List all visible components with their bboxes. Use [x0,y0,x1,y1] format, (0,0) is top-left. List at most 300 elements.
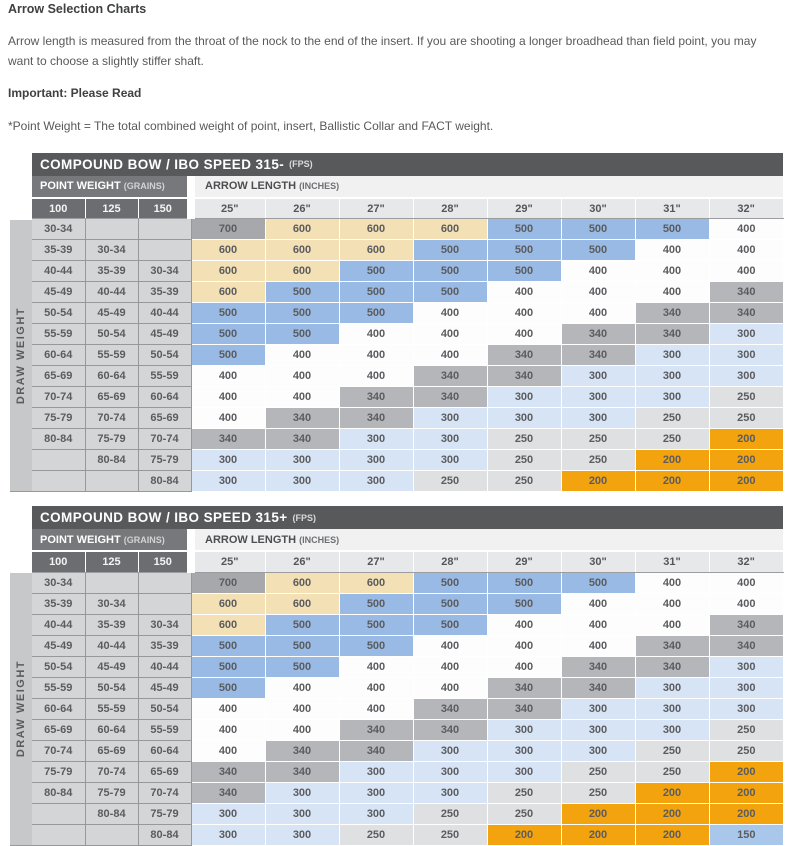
spine-cell: 600 [265,219,339,240]
chart-title: COMPOUND BOW / IBO SPEED 315- [40,156,285,172]
draw-weight-cell [85,824,138,845]
draw-weight-cell: 65-69 [138,408,191,429]
draw-weight-cell: 55-59 [32,677,85,698]
draw-weight-cell: 30-34 [32,572,85,593]
spine-cell: 500 [191,345,265,366]
spine-cell: 500 [487,219,561,240]
spine-cell: 500 [191,303,265,324]
draw-weight-cell: 80-84 [32,782,85,803]
spine-cell: 500 [413,593,487,614]
table-row [10,740,783,761]
spine-cell: 600 [265,240,339,261]
spine-cell: 340 [635,656,709,677]
spine-cell: 300 [561,408,635,429]
draw-weight-cell: 60-64 [138,740,191,761]
draw-weight-cell [138,240,191,261]
spine-cell: 300 [709,677,783,698]
point-weight-label: POINT WEIGHT [40,533,121,546]
spine-cell: 340 [339,408,413,429]
draw-weight-band [10,219,32,492]
draw-weight-cell: 60-64 [138,387,191,408]
spine-cell: 300 [709,656,783,677]
spine-cell: 600 [339,572,413,593]
spine-cell: 500 [487,261,561,282]
spine-cell: 300 [561,387,635,408]
spine-cell: 400 [339,366,413,387]
page-title: Arrow Selection Charts [8,2,147,16]
spine-cell: 200 [635,450,709,471]
spine-cell: 300 [635,677,709,698]
table-row [10,303,783,324]
spine-cell: 500 [487,593,561,614]
spine-cell: 600 [191,261,265,282]
chart-title: COMPOUND BOW / IBO SPEED 315+ [40,510,288,526]
spine-cell: 200 [709,782,783,803]
arrow-length-column-header: 31" [635,198,709,219]
spine-cell: 400 [487,303,561,324]
spine-cell: 400 [339,698,413,719]
table-row [10,387,783,408]
spine-cell: 340 [265,429,339,450]
spine-cell: 400 [561,303,635,324]
draw-weight-cell: 50-54 [138,345,191,366]
point-weight-unit: (GRAINS) [123,181,165,192]
arrow-length-column-header: 30" [561,198,635,219]
spine-cell: 500 [191,635,265,656]
spine-cell: 500 [265,282,339,303]
spine-cell: 250 [561,450,635,471]
spine-cell: 400 [487,656,561,677]
draw-weight-cell [138,572,191,593]
draw-weight-cell [85,219,138,240]
draw-weight-cell: 45-49 [138,677,191,698]
point-weight-column-header: 100 [32,551,85,572]
draw-weight-band [10,572,32,845]
spine-cell: 400 [635,282,709,303]
point-weight-column-header: 125 [85,551,138,572]
draw-weight-cell: 50-54 [32,656,85,677]
spine-cell: 400 [339,677,413,698]
spine-cell: 300 [487,408,561,429]
spine-cell: 500 [265,656,339,677]
draw-weight-cell: 35-39 [85,614,138,635]
point-weight-note: *Point Weight = The total combined weight of point, insert, Ballistic Collar and FACT weight. [8,118,494,133]
table-row [10,614,783,635]
chart-title-unit: (FPS) [292,512,317,523]
arrow-length-column-header: 29" [487,198,561,219]
arrow-length-label: ARROW LENGTH [205,533,297,546]
spine-cell: 400 [265,345,339,366]
draw-weight-cell: 30-34 [138,261,191,282]
spine-cell: 400 [487,282,561,303]
spine-cell: 340 [339,740,413,761]
spine-cell: 340 [561,345,635,366]
draw-weight-cell: 65-69 [85,740,138,761]
spine-cell: 400 [413,656,487,677]
spine-chart-315-plus [10,506,785,846]
arrow-length-column-header: 26" [265,198,339,219]
draw-weight-cell: 40-44 [138,656,191,677]
table-row [10,219,783,240]
spine-cell: 250 [487,782,561,803]
spine-cell: 200 [561,824,635,845]
spine-cell: 300 [635,719,709,740]
point-weight-header [32,529,191,551]
table-row [10,324,783,345]
arrow-length-column-header: 26" [265,551,339,572]
spine-cell: 300 [265,824,339,845]
spine-cell: 340 [709,303,783,324]
spine-cell: 340 [487,366,561,387]
spine-cell: 200 [635,471,709,492]
spine-cell: 340 [191,429,265,450]
spine-cell: 400 [561,614,635,635]
arrow-length-header [191,529,783,551]
draw-weight-cell: 45-49 [32,635,85,656]
table-row [10,572,783,593]
spine-cell: 500 [561,219,635,240]
draw-weight-cell [32,471,85,492]
draw-weight-cell: 50-54 [85,677,138,698]
arrow-length-column-header: 30" [561,551,635,572]
draw-weight-cell: 65-69 [32,366,85,387]
important-heading: Important: Please Read [8,85,142,100]
draw-weight-cell: 50-54 [32,303,85,324]
draw-weight-cell: 55-59 [32,324,85,345]
spine-cell: 340 [487,677,561,698]
draw-weight-cell: 40-44 [138,303,191,324]
spine-cell: 300 [413,761,487,782]
spine-cell: 500 [265,303,339,324]
draw-weight-cell: 45-49 [32,282,85,303]
draw-weight-cell: 70-74 [85,408,138,429]
spine-cell: 400 [487,614,561,635]
spine-cell: 300 [709,345,783,366]
spine-cell: 300 [487,761,561,782]
table-row [10,450,783,471]
spine-cell: 600 [191,240,265,261]
draw-weight-cell [85,572,138,593]
spine-cell: 500 [339,593,413,614]
table-row [10,698,783,719]
arrow-length-column-header: 27" [339,551,413,572]
spine-cell: 300 [265,782,339,803]
spine-cell: 500 [413,240,487,261]
draw-weight-cell: 35-39 [32,593,85,614]
draw-weight-cell: 40-44 [85,282,138,303]
draw-weight-cell: 80-84 [138,824,191,845]
arrow-length-column-header: 31" [635,551,709,572]
draw-weight-cell [138,593,191,614]
spine-cell: 400 [635,240,709,261]
spine-cell: 500 [339,614,413,635]
spine-cell: 600 [265,572,339,593]
spine-cell: 340 [635,635,709,656]
draw-weight-cell: 35-39 [138,282,191,303]
spine-cell: 300 [561,366,635,387]
table-row [10,261,783,282]
spine-cell: 300 [413,429,487,450]
spine-cell: 340 [265,740,339,761]
draw-weight-cell: 45-49 [138,324,191,345]
header-spacer [10,529,32,572]
draw-weight-cell: 70-74 [32,387,85,408]
spine-cell: 200 [635,803,709,824]
arrow-length-column-header: 25" [191,198,265,219]
point-weight-column-header: 150 [138,551,191,572]
draw-weight-cell: 75-79 [85,429,138,450]
draw-weight-cell: 70-74 [85,761,138,782]
draw-weight-cell: 80-84 [85,450,138,471]
spine-table [10,529,784,846]
spine-cell: 200 [709,429,783,450]
spine-cell: 200 [709,471,783,492]
draw-weight-cell [32,824,85,845]
spine-cell: 600 [339,219,413,240]
draw-weight-cell: 55-59 [85,345,138,366]
spine-cell: 250 [339,824,413,845]
spine-cell: 300 [339,471,413,492]
draw-weight-cell: 70-74 [138,429,191,450]
draw-weight-cell: 55-59 [85,698,138,719]
spine-cell: 500 [413,282,487,303]
draw-weight-cell: 30-34 [138,614,191,635]
spine-cell: 600 [265,593,339,614]
spine-cell: 340 [561,324,635,345]
spine-cell: 300 [339,429,413,450]
spine-cell: 340 [339,719,413,740]
spine-cell: 400 [561,635,635,656]
spine-cell: 300 [561,698,635,719]
spine-cell: 340 [487,698,561,719]
spine-cell: 400 [339,324,413,345]
spine-cell: 340 [561,656,635,677]
spine-cell: 500 [487,572,561,593]
draw-weight-cell: 75-79 [138,803,191,824]
intro-text: Arrow length is measured from the throat of the nock to the end of the insert. If you are shooting a longer broadhead than field point, you may want to choose a slightly stiffer shaft. [8,34,757,69]
spine-cell: 300 [339,803,413,824]
spine-cell: 250 [487,450,561,471]
spine-cell: 250 [561,761,635,782]
spine-cell: 250 [709,408,783,429]
spine-cell: 200 [561,803,635,824]
spine-cell: 500 [487,240,561,261]
draw-weight-cell: 30-34 [32,219,85,240]
point-weight-label: POINT WEIGHT [40,180,121,193]
spine-cell: 300 [635,366,709,387]
spine-cell: 500 [339,261,413,282]
spine-cell: 400 [709,261,783,282]
spine-cell: 250 [487,429,561,450]
spine-cell: 300 [709,324,783,345]
spine-cell: 400 [265,387,339,408]
spine-cell: 400 [635,572,709,593]
draw-weight-cell: 40-44 [32,261,85,282]
spine-cell: 700 [191,572,265,593]
draw-weight-cell: 30-34 [85,240,138,261]
spine-cell: 400 [635,614,709,635]
spine-cell: 400 [191,740,265,761]
draw-weight-cell: 55-59 [138,719,191,740]
spine-cell: 400 [709,240,783,261]
spine-cell: 200 [561,471,635,492]
spine-cell: 400 [265,366,339,387]
table-row [10,429,783,450]
spine-cell: 500 [561,572,635,593]
draw-weight-cell: 75-79 [32,761,85,782]
spine-cell: 250 [709,719,783,740]
spine-cell: 400 [413,345,487,366]
spine-cell: 300 [265,471,339,492]
spine-cell: 500 [191,677,265,698]
spine-cell: 250 [487,471,561,492]
chart-title-bar [32,153,783,176]
spine-cell: 300 [709,366,783,387]
spine-cell: 250 [561,429,635,450]
draw-weight-cell [32,803,85,824]
table-row [10,803,783,824]
spine-cell: 300 [339,450,413,471]
draw-weight-cell: 75-79 [138,450,191,471]
draw-weight-cell: 50-54 [138,698,191,719]
chart-title-unit: (FPS) [289,159,313,170]
spine-cell: 400 [413,677,487,698]
spine-cell: 340 [413,698,487,719]
spine-cell: 340 [265,408,339,429]
spine-cell: 340 [709,282,783,303]
spine-cell: 400 [561,593,635,614]
spine-cell: 340 [265,761,339,782]
draw-weight-cell: 80-84 [32,429,85,450]
table-row [10,593,783,614]
spine-cell: 250 [709,387,783,408]
spine-cell: 200 [635,824,709,845]
spine-cell: 300 [265,450,339,471]
spine-cell: 300 [709,698,783,719]
spine-cell: 400 [191,366,265,387]
spine-cell: 400 [635,261,709,282]
spine-cell: 250 [413,803,487,824]
point-weight-column-header: 100 [32,198,85,219]
spine-cell: 400 [413,303,487,324]
spine-cell: 400 [561,261,635,282]
draw-weight-cell: 35-39 [32,240,85,261]
draw-weight-cell [138,219,191,240]
spine-cell: 250 [487,803,561,824]
table-row [10,635,783,656]
spine-cell: 300 [413,408,487,429]
draw-weight-cell: 70-74 [32,740,85,761]
draw-weight-cell: 40-44 [32,614,85,635]
spine-cell: 300 [561,740,635,761]
draw-weight-cell: 75-79 [85,782,138,803]
chart-title-bar [32,506,783,529]
draw-weight-cell: 65-69 [85,387,138,408]
spine-cell: 340 [339,387,413,408]
point-weight-column-header: 150 [138,198,191,219]
spine-cell: 300 [413,782,487,803]
spine-cell: 200 [635,782,709,803]
spine-cell: 400 [191,408,265,429]
spine-cell: 340 [635,303,709,324]
spine-cell: 600 [413,219,487,240]
spine-cell: 340 [191,761,265,782]
spine-cell: 700 [191,219,265,240]
spine-cell: 500 [561,240,635,261]
table-row [10,656,783,677]
spine-cell: 500 [413,614,487,635]
spine-cell: 200 [709,761,783,782]
draw-weight-cell: 60-64 [85,719,138,740]
spine-table [10,176,784,493]
point-weight-column-header: 125 [85,198,138,219]
draw-weight-cell: 50-54 [85,324,138,345]
spine-cell: 300 [635,387,709,408]
spine-cell: 400 [561,282,635,303]
spine-cell: 300 [191,471,265,492]
arrow-length-column-header: 28" [413,198,487,219]
draw-weight-cell: 60-64 [32,698,85,719]
arrow-length-column-header: 32" [709,198,783,219]
spine-cell: 500 [191,324,265,345]
spine-cell: 340 [191,782,265,803]
table-row [10,366,783,387]
spine-cell: 500 [635,219,709,240]
table-row [10,719,783,740]
spine-cell: 400 [709,593,783,614]
spine-cell: 250 [635,740,709,761]
spine-cell: 340 [561,677,635,698]
spine-chart-315-minus [10,153,785,493]
spine-cell: 300 [191,803,265,824]
draw-weight-cell: 70-74 [138,782,191,803]
spine-cell: 400 [635,593,709,614]
spine-cell: 250 [635,761,709,782]
arrow-length-column-header: 25" [191,551,265,572]
draw-weight-cell: 65-69 [32,719,85,740]
table-row [10,824,783,845]
draw-weight-cell: 75-79 [32,408,85,429]
spine-cell: 340 [413,366,487,387]
draw-weight-cell: 80-84 [138,471,191,492]
point-weight-unit: (GRAINS) [123,534,165,545]
draw-weight-cell: 45-49 [85,303,138,324]
spine-cell: 200 [487,824,561,845]
spine-cell: 300 [487,387,561,408]
arrow-length-unit: (INCHES) [299,181,340,192]
spine-cell: 250 [709,740,783,761]
draw-weight-cell: 40-44 [85,635,138,656]
table-row [10,471,783,492]
spine-cell: 400 [265,719,339,740]
spine-cell: 300 [561,719,635,740]
spine-cell: 400 [413,324,487,345]
arrow-length-unit: (INCHES) [299,534,340,545]
arrow-length-column-header: 32" [709,551,783,572]
spine-cell: 500 [191,656,265,677]
spine-cell: 500 [265,614,339,635]
spine-cell: 250 [635,429,709,450]
arrow-length-header [191,176,783,198]
spine-cell: 300 [635,345,709,366]
spine-cell: 500 [265,635,339,656]
draw-weight-cell: 30-34 [85,593,138,614]
table-row [10,282,783,303]
table-row [10,408,783,429]
spine-cell: 400 [265,698,339,719]
spine-cell: 500 [339,635,413,656]
spine-cell: 150 [709,824,783,845]
